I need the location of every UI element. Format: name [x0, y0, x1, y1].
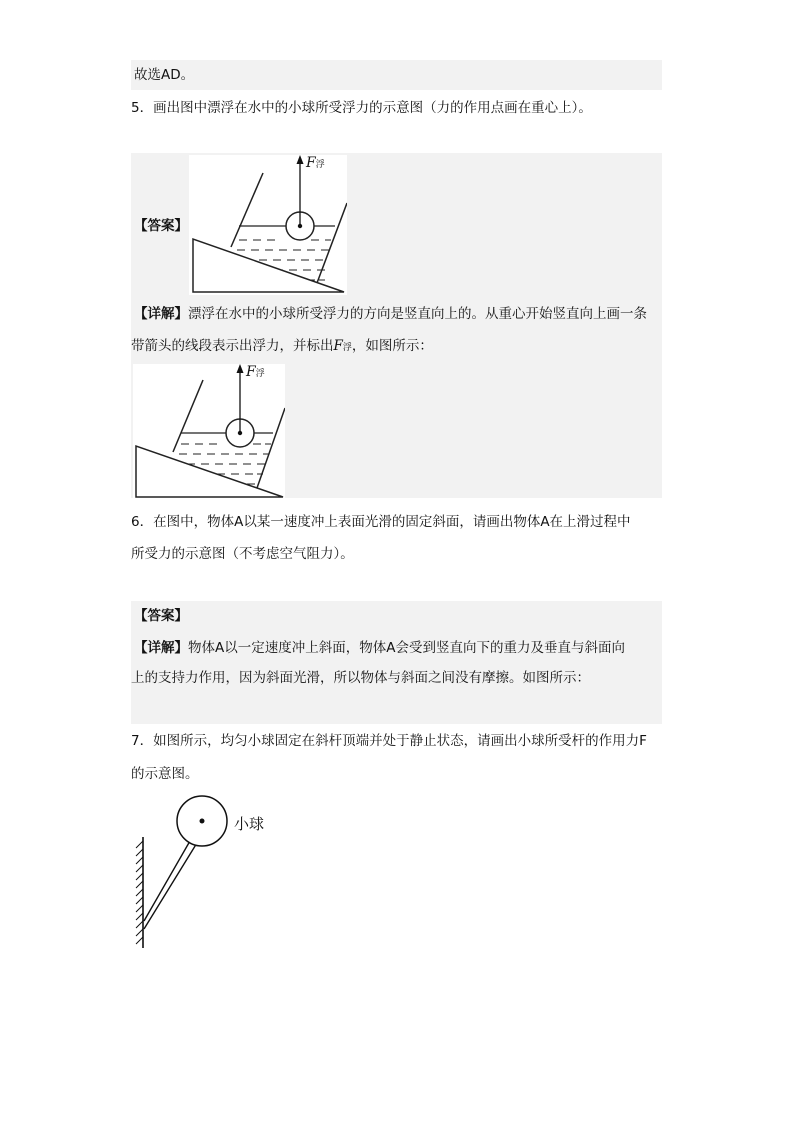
- q5-answer-figure: [189, 155, 347, 295]
- q5-answer-label: 【答案】: [134, 218, 188, 234]
- q5-detail-label: 【详解】: [134, 306, 188, 322]
- q5-detail-force-label: F浮: [246, 364, 265, 380]
- q5-force-label: F浮: [306, 155, 325, 171]
- answer-band-top: [131, 60, 662, 90]
- q6-question-line1: 6．在图中，物体A以某一速度冲上表面光滑的固定斜面，请画出物体A在上滑过程中: [131, 514, 631, 530]
- prev-answer-text: 故选AD。: [134, 67, 195, 83]
- q5-question: 5．画出图中漂浮在水中的小球所受浮力的示意图（力的作用点画在重心上）。: [131, 100, 592, 116]
- q6-detail-label: 【详解】: [134, 640, 188, 656]
- answer-band-q6: [131, 601, 662, 724]
- q6-detail-line2: 上的支持力作用，因为斜面光滑，所以物体与斜面之间没有摩擦。如图所示：: [131, 670, 590, 686]
- q7-question-line1: 7．如图所示，均匀小球固定在斜杆顶端并处于静止状态，请画出小球所受杆的作用力F: [131, 733, 647, 749]
- q5-detail-figure: [133, 364, 285, 500]
- q5-detail-line2: 带箭头的线段表示出浮力，并标出F浮，如图所示：: [131, 338, 433, 354]
- q7-figure: [133, 793, 283, 953]
- q6-question-line2: 所受力的示意图（不考虑空气阻力）。: [131, 546, 354, 562]
- q5-detail-line1: 漂浮在水中的小球所受浮力的方向是竖直向上的。从重心开始竖直向上画一条: [188, 306, 647, 322]
- q6-answer-label: 【答案】: [134, 608, 188, 624]
- q7-ball-label: 小球: [234, 815, 265, 833]
- q7-question-line2: 的示意图。: [131, 766, 199, 782]
- q6-detail-line1: 物体A以一定速度冲上斜面，物体A会受到竖直向下的重力及垂直与斜面向: [188, 640, 625, 656]
